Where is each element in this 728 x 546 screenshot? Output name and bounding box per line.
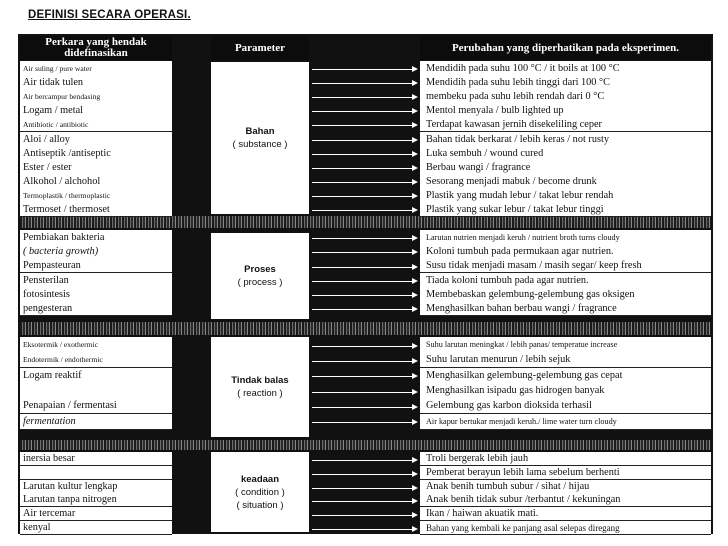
parameter-cell <box>211 62 309 214</box>
arrow-icon <box>312 281 416 282</box>
parameter-name: keadaan <box>240 473 280 485</box>
observation-cell: Terdapat kawasan jernih disekeliling ceper <box>420 117 711 132</box>
arrow-icon <box>312 83 416 84</box>
arrow-icon <box>312 474 416 475</box>
separator-2 <box>20 322 711 335</box>
arrow-icon <box>312 515 416 516</box>
term-cell: Air bercampur bendasing <box>20 89 172 104</box>
observation-cell: Anak benih tidak subur /terbantut / kekuningan <box>420 493 711 507</box>
term-cell: Logam / metal <box>20 103 172 118</box>
term-cell: inersia besar <box>20 452 172 466</box>
header-left-label: Perkara yang hendak didefinasikan <box>45 36 147 59</box>
term-cell: Alkohol / alchohol <box>20 174 172 189</box>
arrow-icon <box>312 140 416 141</box>
observation-cell: Plastik yang sukar lebur / takat lebur tinggi <box>420 202 711 217</box>
arrow-icon <box>312 501 416 502</box>
header-right <box>420 36 711 60</box>
term-cell: Ester / ester <box>20 160 172 175</box>
arrow-icon <box>312 529 416 530</box>
term-cell: Termoplastik / thermoplastic <box>20 188 172 203</box>
separator-3 <box>20 440 711 450</box>
parameter-translation: ( substance ) <box>232 139 288 150</box>
observation-cell: Luka sembuh / wound cured <box>420 146 711 161</box>
observation-cell: Koloni tumbuh pada permukaan agar nutrien. <box>420 244 711 259</box>
parameter-name: Proses <box>244 264 276 275</box>
term-cell: Antibiotic / antibiotic <box>20 117 172 132</box>
arrow-icon <box>312 125 416 126</box>
parameter-name: Bahan <box>245 126 275 137</box>
parameter-translation-alt: ( situation ) <box>236 499 284 511</box>
observation-cell: Tiada koloni tumbuh pada agar nutrien. <box>420 273 711 288</box>
arrow-icon <box>312 267 416 268</box>
parameter-cell <box>211 337 309 437</box>
arrow-icon <box>312 309 416 310</box>
observation-cell: Suhu larutan menurun / lebih sejuk <box>420 352 711 368</box>
header-middle <box>211 36 309 60</box>
term-cell: Antiseptik /antiseptic <box>20 146 172 161</box>
arrow-icon <box>312 111 416 112</box>
arrow-icon <box>312 460 416 461</box>
arrow-icon <box>312 392 416 393</box>
observation-cell: Bahan tidak berkarat / lebih keras / not rusty <box>420 132 711 147</box>
term-cell: Pembiakan bakteria <box>20 230 172 245</box>
parameter-name: Tindak balas <box>231 375 289 386</box>
parameter-cell <box>211 452 309 532</box>
parameter-translation: ( process ) <box>237 277 283 288</box>
term-cell: Logam reaktif <box>20 368 172 384</box>
term-cell: Larutan tanpa nitrogen <box>20 493 172 507</box>
observation-cell: Pemberat berayun lebih lama sebelum berhenti <box>420 466 711 480</box>
arrow-icon <box>312 422 416 423</box>
arrow-icon <box>312 361 416 362</box>
arrow-icon <box>312 295 416 296</box>
observation-cell: Menghasilkan isipadu gas hidrogen banyak <box>420 383 711 399</box>
arrow-icon <box>312 407 416 408</box>
arrow-icon <box>312 69 416 70</box>
observation-cell: Mendidih pada suhu lebih tinggi dari 100 °C <box>420 75 711 90</box>
parameter-translation: ( condition ) <box>235 486 285 498</box>
header-middle-label: Parameter <box>234 41 286 54</box>
observation-cell: Ikan / haiwan akuatik mati. <box>420 507 711 521</box>
arrow-icon <box>312 154 416 155</box>
term-cell <box>20 466 172 480</box>
observation-cell: Sesorang menjadi mabuk / become drunk <box>420 174 711 189</box>
term-cell: Air tidak tulen <box>20 75 172 90</box>
term-cell: Pempasteuran <box>20 258 172 273</box>
observation-cell: Larutan nutrien menjadi keruh / nutrient broth turns cloudy <box>420 230 711 245</box>
arrow-icon <box>312 376 416 377</box>
term-cell: Penapaian / fermentasi <box>20 398 172 414</box>
header-left <box>20 36 172 60</box>
term-cell: fermentation <box>20 414 172 430</box>
arrow-icon <box>312 346 416 347</box>
term-cell: Eksotermik / exothermic <box>20 337 172 353</box>
observation-cell: Troli bergerak lebih jauh <box>420 452 711 466</box>
observation-cell: Plastik yang mudah lebur / takat lebur rendah <box>420 188 711 203</box>
term-cell: Aloi / alloy <box>20 132 172 147</box>
term-cell: fotosintesis <box>20 287 172 302</box>
term-cell: Air suling / pure water <box>20 61 172 76</box>
parameter-cell <box>211 233 309 319</box>
observation-cell: Mendidih pada suhu 100 °C / it boils at 100 °C <box>420 61 711 76</box>
observation-cell: Anak benih tumbuh subur / sihat / hijau <box>420 480 711 494</box>
term-cell <box>20 383 172 399</box>
term-cell: Pensterilan <box>20 273 172 288</box>
term-cell: Larutan kultur lengkap <box>20 480 172 494</box>
observation-cell: Menghasilkan bahan berbau wangi / fragrance <box>420 301 711 316</box>
observation-cell: Gelembung gas karbon dioksida terhasil <box>420 398 711 414</box>
term-cell: Termoset / thermoset <box>20 202 172 217</box>
term-cell: pengesteran <box>20 301 172 316</box>
observation-cell: Suhu larutan meningkat / lebih panas/ temperatue increase <box>420 337 711 353</box>
separator-1 <box>20 216 711 228</box>
observation-cell: Berbau wangi / fragrance <box>420 160 711 175</box>
observation-cell: Membebaskan gelembung-gelembung gas oksigen <box>420 287 711 302</box>
page-title: DEFINISI SECARA OPERASI. <box>28 9 191 21</box>
term-cell: Air tercemar <box>20 507 172 521</box>
arrow-icon <box>312 97 416 98</box>
arrow-icon <box>312 168 416 169</box>
term-cell: kenyal <box>20 521 172 535</box>
observation-cell: Mentol menyala / bulb lighted up <box>420 103 711 118</box>
arrow-icon <box>312 182 416 183</box>
arrow-icon <box>312 238 416 239</box>
observation-cell: Air kapur bertukar menjadi keruh./ lime water turn cloudy <box>420 414 711 430</box>
observation-cell: Susu tidak menjadi masam / masih segar/ keep fresh <box>420 258 711 273</box>
observation-cell: membeku pada suhu lebih rendah dari 0 °C <box>420 89 711 104</box>
arrow-icon <box>312 488 416 489</box>
arrow-icon <box>312 210 416 211</box>
header-right-label: Perubahan yang diperhatikan pada eksperimen. <box>451 41 680 54</box>
arrow-icon <box>312 252 416 253</box>
term-cell: Endotermik / endothermic <box>20 352 172 368</box>
term-cell: ( bacteria growth) <box>20 244 172 259</box>
observation-cell: Bahan yang kembali ke panjang asal selepas diregang <box>420 521 711 535</box>
observation-cell: Menghasilkan gelembung-gelembung gas cepat <box>420 368 711 384</box>
arrow-icon <box>312 196 416 197</box>
parameter-translation: ( reaction ) <box>237 388 283 399</box>
